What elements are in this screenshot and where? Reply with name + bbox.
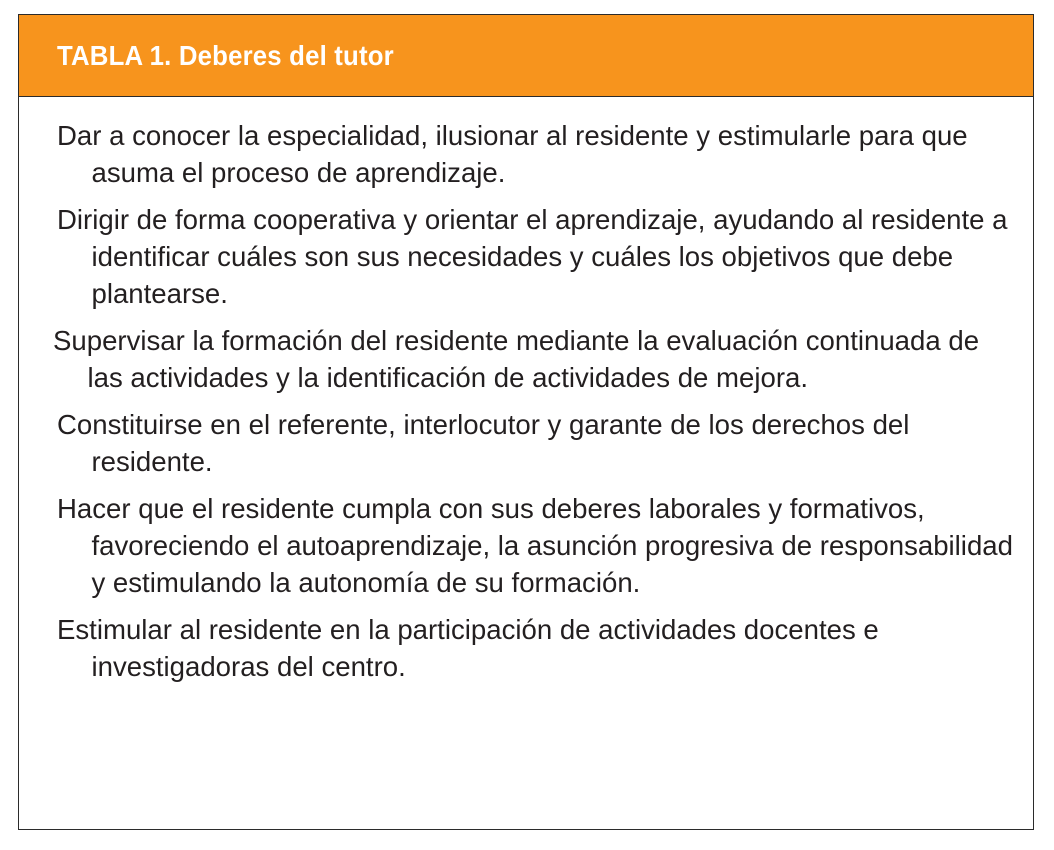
duties-table bbox=[18, 14, 1034, 830]
duties-list bbox=[19, 97, 1033, 685]
table-header bbox=[19, 15, 1033, 97]
table-title: TABLA 1. Deberes del tutor bbox=[57, 39, 394, 71]
list-item: Supervisar la formación del residente mediante la evaluación continuada de las actividades y la identificación de actividades de mejora. bbox=[53, 325, 980, 393]
list-item: Hacer que el residente cumpla con sus deberes laborales y formativos, favoreciendo el autoaprendizaje, la asunción progresiva de responsabilidad y estimulando la autonomía de su formación. bbox=[57, 493, 1013, 598]
list-item: Constituirse en el referente, interlocutor y garante de los derechos del residente. bbox=[57, 409, 910, 477]
list-item: Dar a conocer la especialidad, ilusionar al residente y estimularle para que asuma el proceso de aprendizaje. bbox=[57, 120, 968, 188]
list-item: Estimular al residente en la participación de actividades docentes e investigadoras del centro. bbox=[57, 614, 879, 682]
list-item: Dirigir de forma cooperativa y orientar el aprendizaje, ayudando al residente a identificar cuáles son sus necesidades y cuáles los objetivos que debe plantearse. bbox=[57, 204, 1008, 309]
